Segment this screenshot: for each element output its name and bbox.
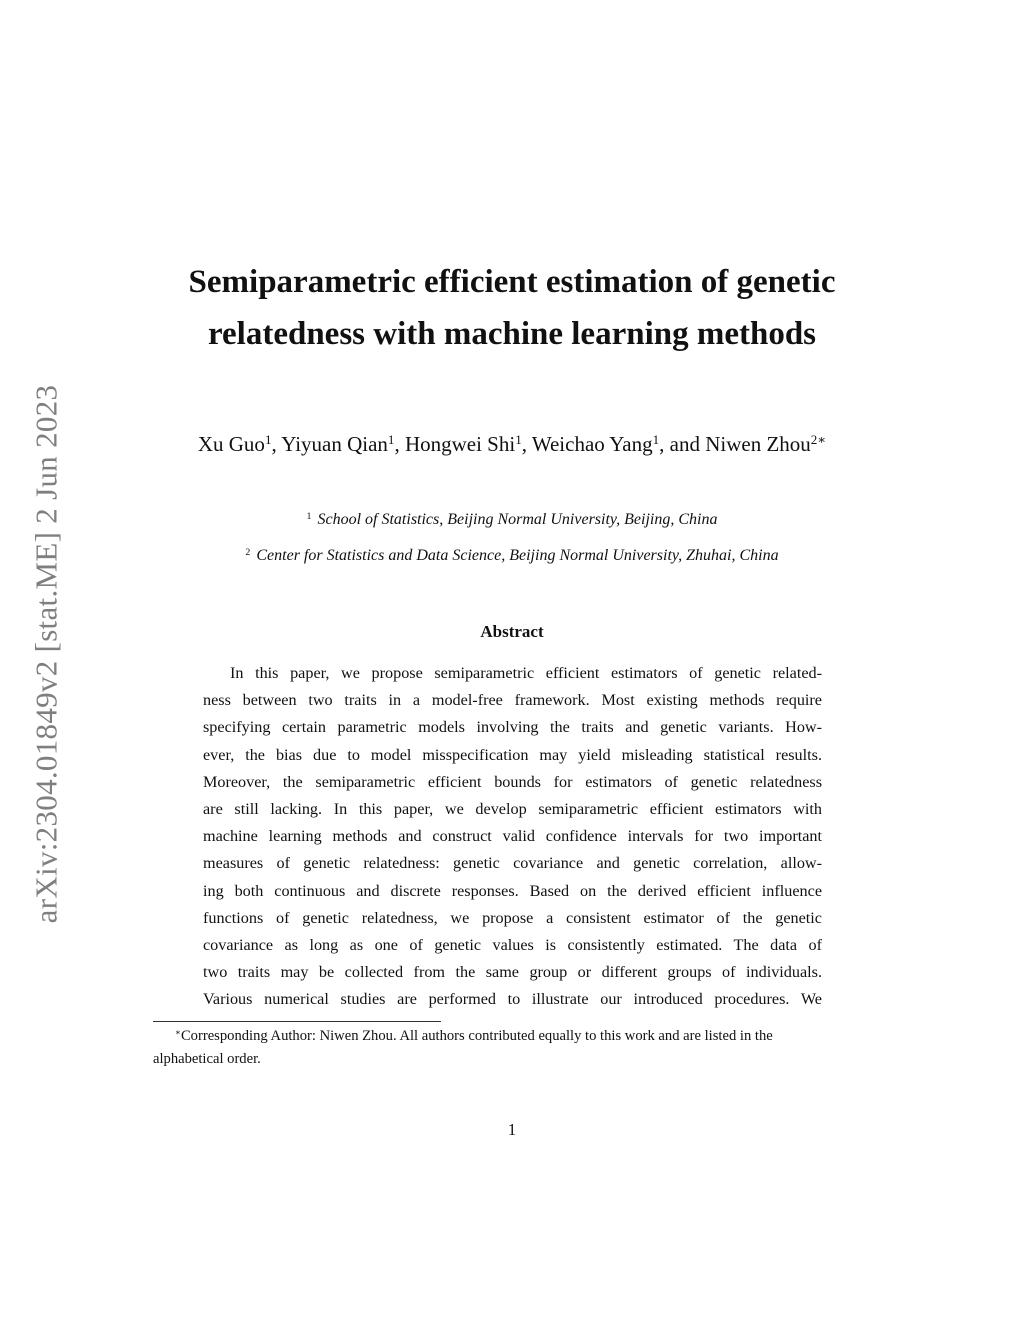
author-affiliation-mark: 1 [652,431,660,447]
affiliation-1 [100,511,924,529]
footnote-text: Corresponding Author: Niwen Zhou. All authors contributed equally to this work and are listed in the [180,1028,773,1044]
abstract-line: measures of genetic relatedness: genetic covariance and genetic correlation, allow- [203,854,822,873]
abstract-line: are still lacking. In this paper, we develop semiparametric efficient estimators with [203,799,822,818]
arxiv-watermark-text: arXiv:2304.01849v2 [stat.ME] 2 Jun 2023 [28,384,63,924]
abstract-line: ever, the bias due to model misspecification may yield misleading statistical results. [203,745,822,764]
abstract-line: functions of genetic relatedness, we propose a consistent estimator of the genetic [203,908,822,927]
abstract-line: two traits may be collected from the same group or different groups of individuals. [203,963,822,982]
author-name: Xu Guo [197,432,265,456]
abstract-line: machine learning methods and construct valid confidence intervals for two important [203,827,822,846]
abstract-line: ness between two traits in a model-free framework. Most existing methods require [203,691,822,710]
affiliation-2 [100,547,924,565]
abstract-line: ing both continuous and discrete responses. Based on the derived efficient influence [203,881,822,900]
abstract-line: In this paper, we propose semiparametric efficient estimators of genetic related- [230,664,822,682]
author-separator: , [521,432,532,456]
footnote-mark: ∗ [175,1026,181,1037]
page-number: 1 [507,1120,517,1139]
affiliation-mark: 2 [245,546,251,558]
arxiv-watermark [24,362,68,946]
abstract-heading: Abstract [480,622,544,641]
title-line-2: relatedness with machine learning methods [207,316,817,352]
author-separator: , and [659,432,706,456]
abstract-line: Various numerical studies are performed to illustrate our introduced procedures. We [203,990,822,1009]
affiliation-mark: 1 [306,510,312,522]
paper-title [120,256,904,360]
author-affiliation-mark: 2∗ [810,431,827,447]
author-name: Yiyuan Qian [281,432,388,456]
author-affiliation-mark: 1 [515,431,522,447]
author-name: Niwen Zhou [705,432,811,456]
title-line-1: Semiparametric efficient estimation of genetic [188,264,836,300]
author-separator: , [394,432,405,456]
author-separator: , [271,432,282,456]
affiliation-text: Center for Statistics and Data Science, Beijing Normal University, Zhuhai, China [256,547,779,564]
author [405,432,532,456]
abstract-line: covariance as long as one of genetic values is consistently estimated. The data of [203,935,822,954]
author [198,432,281,456]
author-list [100,432,924,457]
author [532,432,705,456]
author-affiliation-mark: 1 [264,431,272,447]
abstract-line: specifying certain parametric models involving the traits and genetic variants. How- [203,718,822,737]
abstract-body [203,660,822,1013]
author [705,432,826,456]
footnote-line-1 [153,1025,871,1048]
footnote-line-2: alphabetical order. [153,1051,261,1067]
author-name: Weichao Yang [531,432,653,456]
affiliation-text: School of Statistics, Beijing Normal University, Beijing, China [317,511,718,528]
author [281,432,405,456]
author-name: Hongwei Shi [404,432,516,456]
footnote [153,1025,871,1071]
footnote-divider [153,1021,441,1022]
author-affiliation-mark: 1 [387,431,395,447]
abstract-line: Moreover, the semiparametric efficient bounds for estimators of genetic relatedness [203,772,822,791]
